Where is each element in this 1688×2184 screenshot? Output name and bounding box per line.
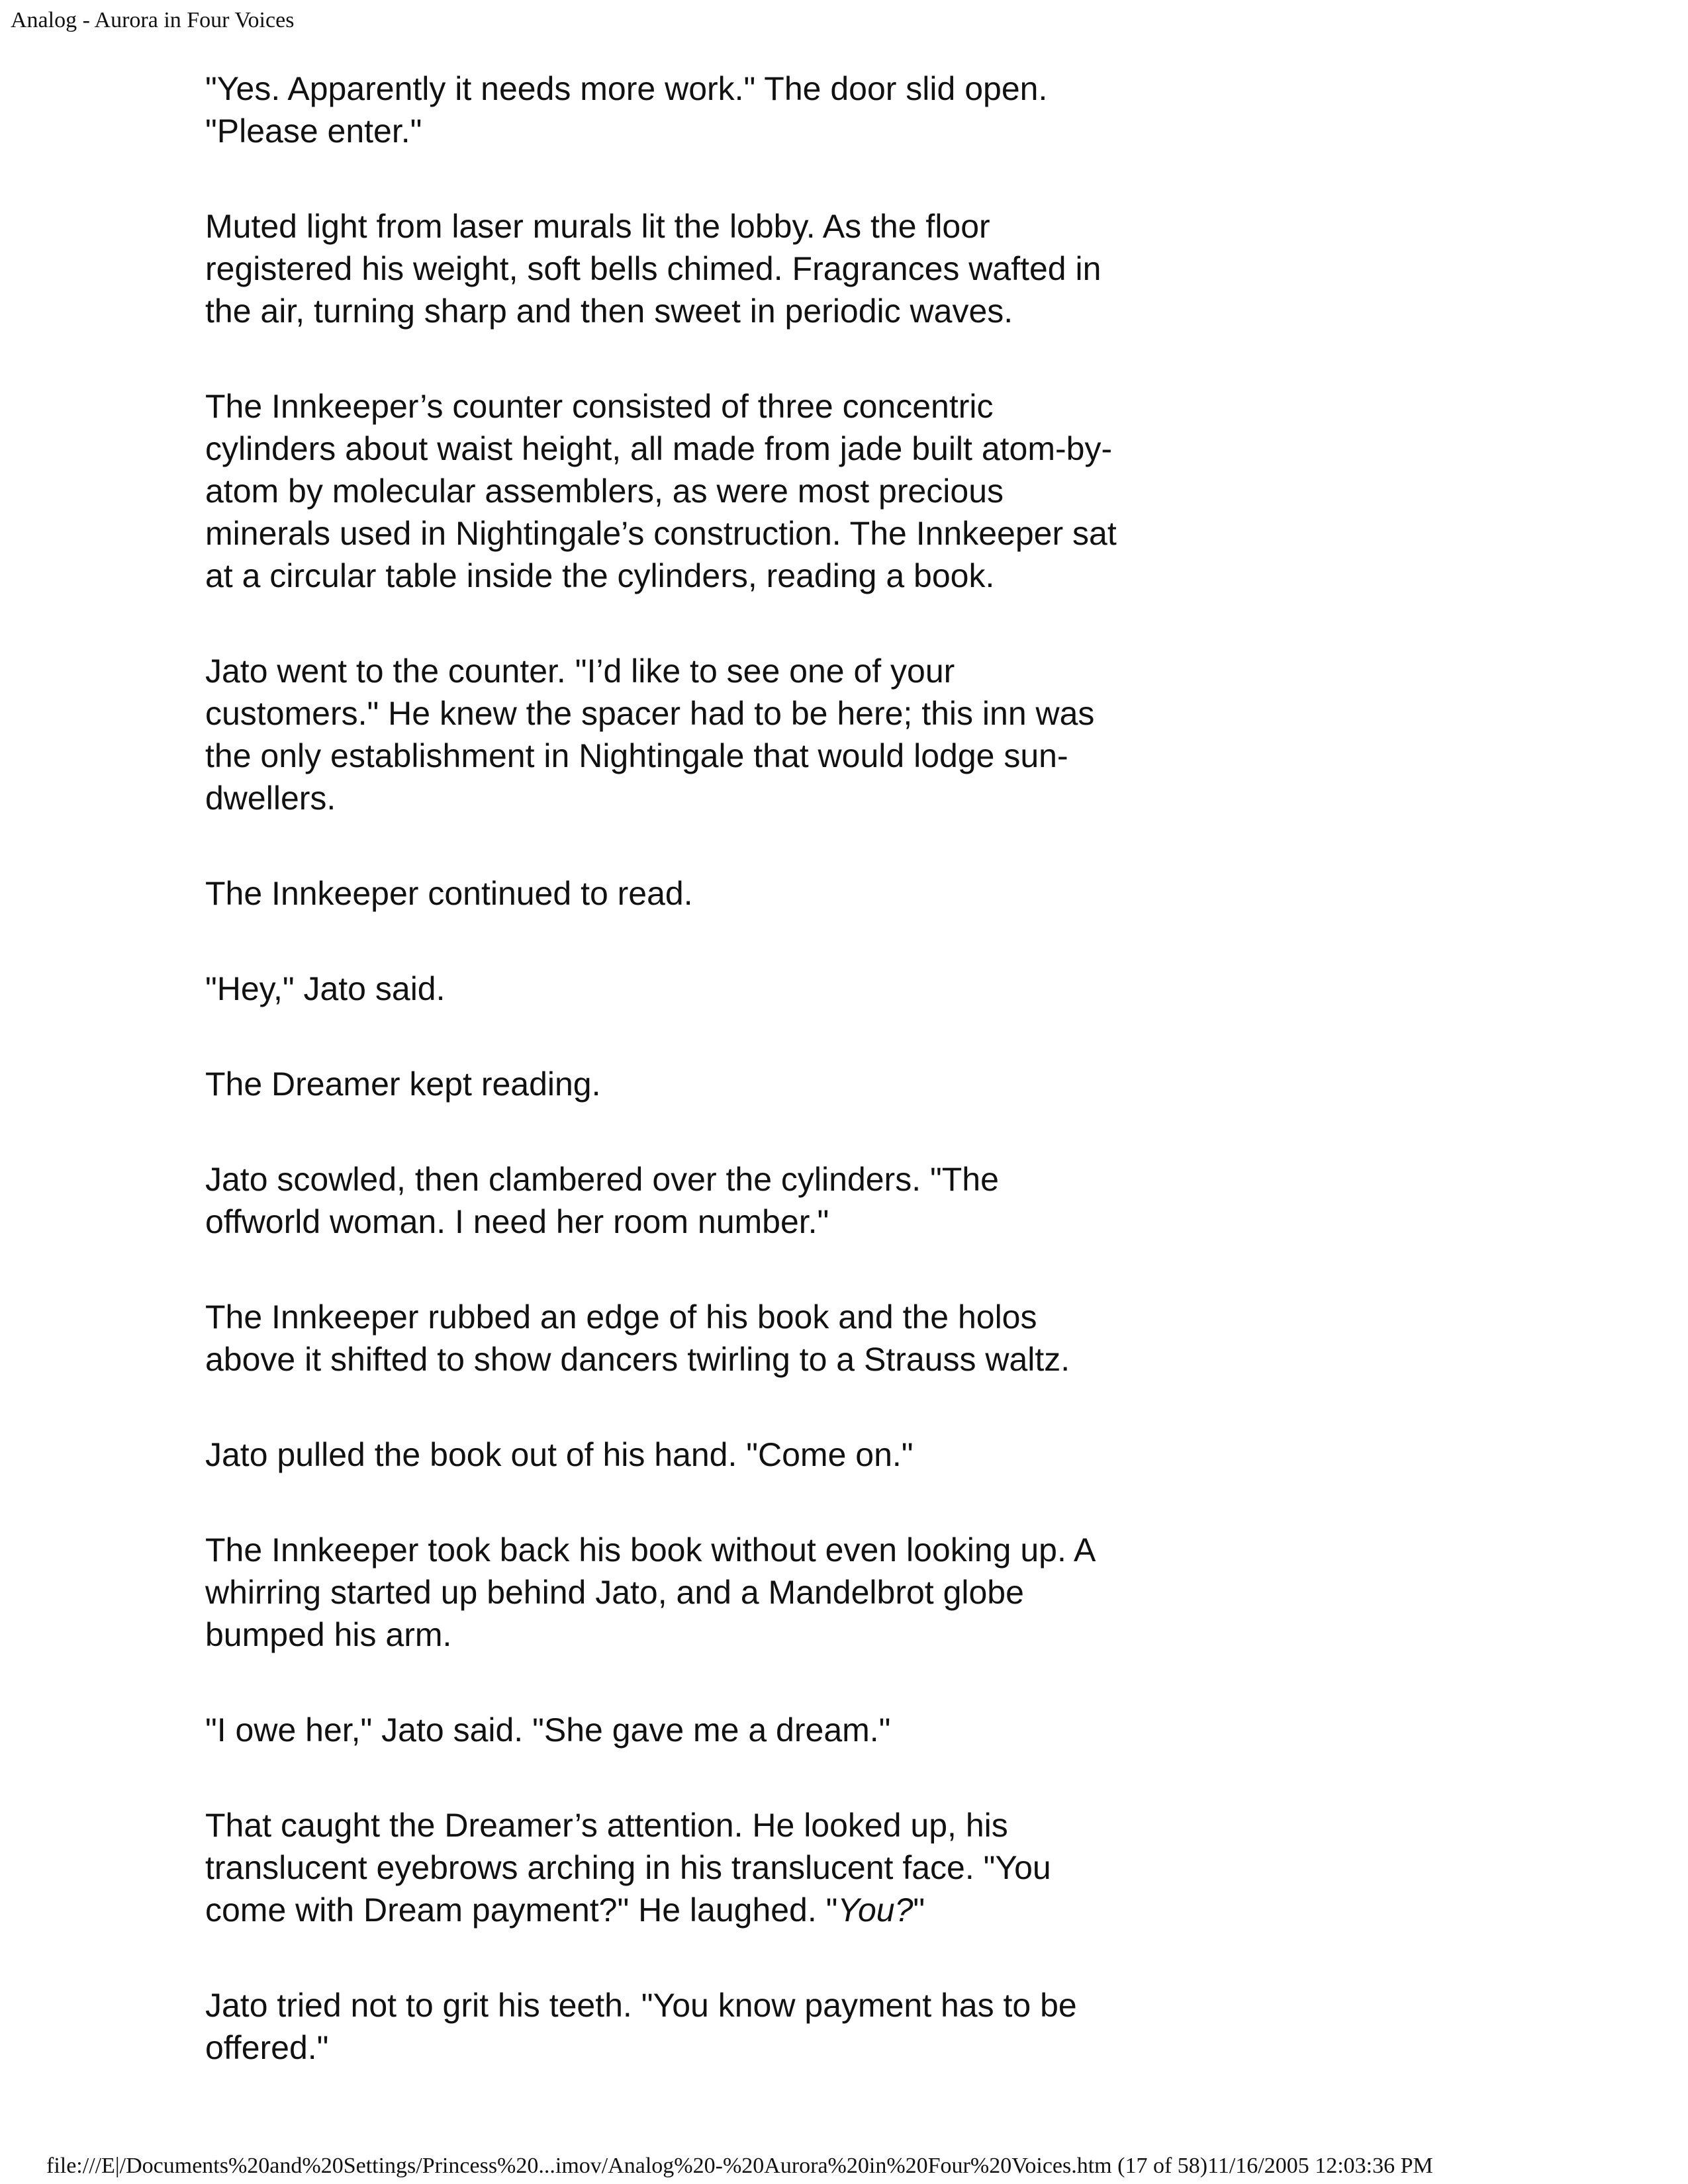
text-line: offered." xyxy=(205,2029,329,2066)
paragraph xyxy=(205,1804,1211,1931)
text-line: dwellers. xyxy=(205,780,336,817)
text-line: at a circular table inside the cylinders, reading a book. xyxy=(205,557,995,594)
text-line: Jato scowled, then clambered over the cylinders. "The xyxy=(205,1161,999,1198)
text-line: Muted light from laser murals lit the lobby. As the floor xyxy=(205,208,990,245)
text-line xyxy=(205,1889,1211,1931)
paragraph xyxy=(205,650,1211,819)
text-line: customers." He knew the spacer had to be here; this inn was xyxy=(205,695,1095,732)
text-line: minerals used in Nightingale’s construction. The Innkeeper sat xyxy=(205,515,1117,552)
paragraph xyxy=(205,205,1211,332)
paragraph xyxy=(205,1158,1211,1243)
paragraph xyxy=(205,968,1211,1010)
text-line: above it shifted to show dancers twirling to a Strauss waltz. xyxy=(205,1341,1070,1378)
paragraph xyxy=(205,1984,1211,2069)
text-segment: " xyxy=(913,1891,925,1929)
text-line: The Innkeeper rubbed an edge of his book and the holos xyxy=(205,1298,1037,1336)
paragraph xyxy=(205,1433,1211,1476)
text-line: Jato tried not to grit his teeth. "You know payment has to be xyxy=(205,1987,1077,2024)
print-footer-url: file:///E|/Documents%20and%20Settings/Princess%20...imov/Analog%20-%20Aurora%20in%20Four%20Voices.htm (17 of 58)11/16/2005 12:03:36 PM xyxy=(46,2154,1433,2178)
text-line: registered his weight, soft bells chimed. Fragrances wafted in xyxy=(205,250,1102,287)
text-line: the only establishment in Nightingale that would lodge sun- xyxy=(205,737,1068,774)
text-line: translucent eyebrows arching in his translucent face. "You xyxy=(205,1849,1051,1886)
text-line: The Innkeeper continued to read. xyxy=(205,875,693,912)
text-line: "Yes. Apparently it needs more work." The door slid open. xyxy=(205,70,1048,107)
text-segment: come with Dream payment?" He laughed. " xyxy=(205,1891,838,1929)
document-body xyxy=(205,68,1211,2069)
print-header-title: Analog - Aurora in Four Voices xyxy=(11,8,295,32)
text-line: The Innkeeper took back his book without even looking up. A xyxy=(205,1531,1096,1569)
text-line: "Please enter." xyxy=(205,113,422,150)
paragraph xyxy=(205,1296,1211,1381)
text-line: atom by molecular assemblers, as were most precious xyxy=(205,473,1004,510)
text-line: the air, turning sharp and then sweet in periodic waves. xyxy=(205,293,1013,330)
text-line: "I owe her," Jato said. "She gave me a dream." xyxy=(205,1711,891,1749)
text-line: whirring started up behind Jato, and a Mandelbrot globe xyxy=(205,1574,1024,1611)
paragraph xyxy=(205,1063,1211,1105)
paragraph xyxy=(205,385,1211,597)
text-line: bumped his arm. xyxy=(205,1616,452,1653)
text-line: "Hey," Jato said. xyxy=(205,970,445,1007)
paragraph xyxy=(205,68,1211,152)
paragraph xyxy=(205,1529,1211,1656)
paragraph xyxy=(205,1709,1211,1751)
text-line: The Innkeeper’s counter consisted of three concentric xyxy=(205,388,994,425)
text-line: Jato went to the counter. "I’d like to see one of your xyxy=(205,653,955,690)
italic-text: You? xyxy=(837,1891,914,1929)
text-line: cylinders about waist height, all made from jade built atom-by- xyxy=(205,430,1113,467)
text-line: offworld woman. I need her room number." xyxy=(205,1203,829,1240)
text-line: The Dreamer kept reading. xyxy=(205,1066,601,1103)
paragraph xyxy=(205,872,1211,915)
text-line: Jato pulled the book out of his hand. "Come on." xyxy=(205,1436,914,1473)
text-line: That caught the Dreamer’s attention. He looked up, his xyxy=(205,1807,1008,1844)
